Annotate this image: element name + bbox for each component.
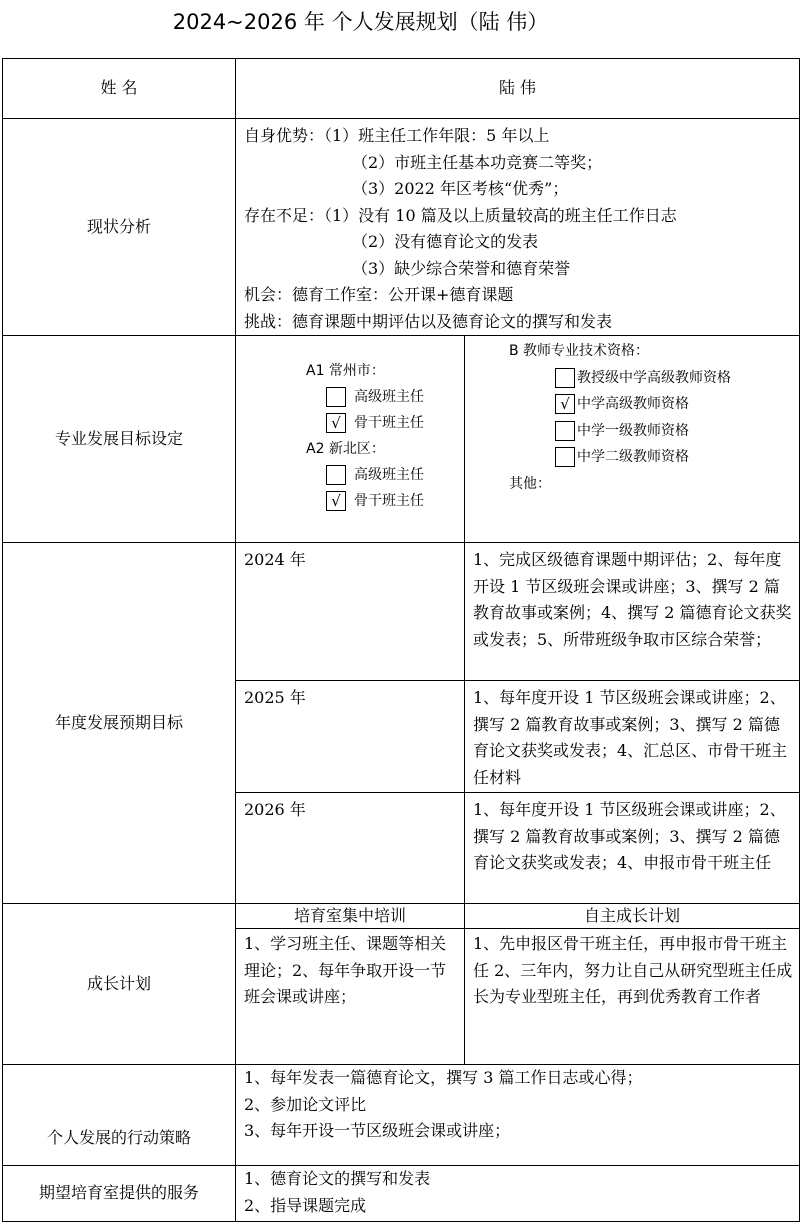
- option-label: 中学高级教师资格: [577, 396, 689, 412]
- action-content: [236, 1065, 800, 1166]
- a1-label: A1 常州市：: [306, 363, 385, 379]
- a2-label: A2 新北区：: [306, 441, 385, 457]
- name-label: 姓 名: [3, 59, 236, 119]
- service-line: 2、指导课题完成: [244, 1195, 367, 1215]
- action-line: 2、参加论文评比: [244, 1094, 367, 1114]
- option-label: 教授级中学高级教师资格: [577, 369, 731, 386]
- growth-self-head: 自主成长计划: [465, 904, 799, 929]
- status-line: （3）2022 年区考核“优秀”；: [352, 179, 569, 198]
- year-goals: 1、每年度开设 1 节区级班会课或讲座；2、撰写 2 篇教育故事或案例；3、撰写 2 篇德育论文获奖或发表；4、汇总区、市骨干班主任材料: [465, 681, 800, 793]
- status-label: 现状分析: [3, 119, 236, 336]
- name-value: 陆 伟: [236, 59, 800, 119]
- growth-training-head: 培育室集中培训: [236, 904, 464, 929]
- checkbox[interactable]: [326, 387, 346, 407]
- status-content: [236, 119, 800, 336]
- b-label: B 教师专业技术资格：: [509, 343, 650, 359]
- option-label: 骨干班主任: [354, 415, 424, 431]
- plan-table: [2, 58, 800, 1222]
- year-label: 2025 年: [236, 681, 465, 793]
- service-line: 1、德育论文的撰写和发表: [244, 1169, 431, 1188]
- checkbox[interactable]: [326, 465, 346, 485]
- goal-b: [465, 336, 800, 543]
- annual-label: 年度发展预期目标: [3, 543, 236, 904]
- status-line: （2）没有德育论文的发表: [352, 232, 539, 251]
- growth-label: 成长计划: [3, 904, 236, 1065]
- year-label: 2026 年: [236, 793, 465, 904]
- option-label: 高级班主任: [354, 389, 424, 405]
- option-label: 骨干班主任: [354, 493, 424, 509]
- year-label: 2024 年: [236, 543, 465, 681]
- checkbox[interactable]: [555, 421, 575, 441]
- checkbox[interactable]: √: [555, 394, 575, 414]
- action-line: 3、每年开设一节区级班会课或讲座；: [244, 1121, 511, 1140]
- document-title: 2024~2026 年 个人发展规划（陆 伟）: [172, 10, 549, 34]
- checkbox[interactable]: √: [326, 491, 346, 511]
- growth-self-text: 1、先申报区骨干班主任，再申报市骨干班主任 2、三年内，努力让自己从研究型班主任成长为专业型班主任，再到优秀教育工作者: [473, 934, 793, 1006]
- action-label: 个人发展的行动策略: [3, 1065, 236, 1166]
- checkbox[interactable]: [555, 447, 575, 467]
- option-label: 中学一级教师资格: [577, 422, 689, 439]
- status-line: 机会：德育工作室：公开课+德育课题: [244, 285, 514, 304]
- checkbox[interactable]: √: [326, 413, 346, 433]
- option-label: 中学二级教师资格: [577, 449, 689, 465]
- option-label: 高级班主任: [354, 467, 424, 483]
- growth-training: [236, 904, 465, 1065]
- goal-a: [236, 336, 465, 543]
- goal-label: 专业发展目标设定: [3, 336, 236, 543]
- action-line: 1、每年发表一篇德育论文，撰写 3 篇工作日志或心得；: [244, 1068, 643, 1087]
- status-line: （3）缺少综合荣誉和德育荣誉: [352, 258, 571, 278]
- year-goals: 1、完成区级德育课题中期评估；2、每年度开设 1 节区级班会课或讲座；3、撰写 2 篇教育故事或案例；4、撰写 2 篇德育论文获奖或发表；5、所带班级争取市区综合荣誉；: [465, 543, 800, 681]
- other-label: 其他：: [509, 475, 551, 492]
- year-goals: 1、每年度开设 1 节区级班会课或讲座；2、撰写 2 篇教育故事或案例；3、撰写 2 篇德育论文获奖或发表；4、申报市骨干班主任: [465, 793, 800, 904]
- status-line: 挑战：德育课题中期评估以及德育论文的撰写和发表: [244, 311, 613, 331]
- status-line: （2）市班主任基本功竞赛二等奖；: [352, 152, 603, 172]
- growth-training-text: 1、学习班主任、课题等相关理论；2、每年争取开设一节班会课或讲座；: [244, 934, 447, 1006]
- service-label: 期望培育室提供的服务: [3, 1166, 236, 1222]
- status-line: 自身优势：（1）班主任工作年限：5 年以上: [244, 126, 550, 145]
- checkbox[interactable]: [555, 368, 575, 388]
- growth-self: [465, 904, 800, 1065]
- status-line: 存在不足：（1）没有 10 篇及以上质量较高的班主任工作日志: [244, 205, 677, 225]
